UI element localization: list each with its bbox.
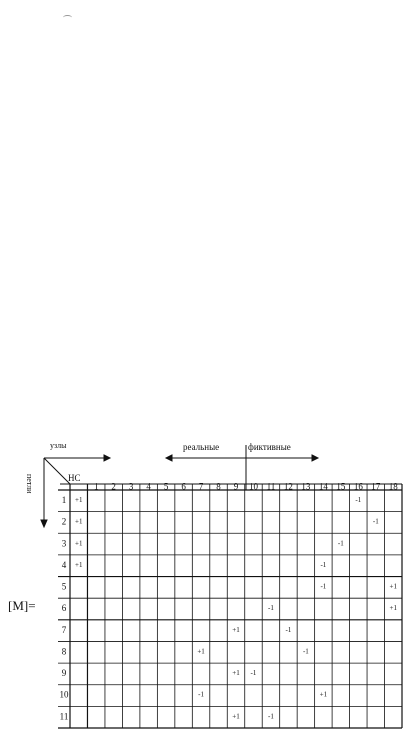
matrix-cell-value: +1: [75, 539, 83, 548]
matrix-cells: [60, 482, 399, 722]
matrix-cell-value: -1: [372, 517, 379, 526]
row-label: 10: [59, 689, 69, 700]
column-header: 16: [353, 481, 363, 492]
row-label: 2: [61, 516, 67, 527]
matrix-cell-value: -1: [355, 495, 362, 504]
matrix-cell-value: -1: [285, 625, 292, 634]
row-label: 7: [61, 624, 67, 635]
row-label: 8: [61, 646, 67, 657]
matrix-cell-value: -1: [198, 690, 204, 699]
column-header: 4: [146, 481, 151, 492]
matrix-cell-value: -1: [268, 604, 274, 613]
real-label: реальные: [183, 442, 220, 452]
column-header: 15: [336, 481, 346, 492]
matrix-cell-value: +1: [319, 690, 328, 699]
column-header: 17: [371, 481, 381, 492]
row-label: 5: [61, 581, 67, 592]
matrix-cell-value: +1: [389, 604, 397, 613]
column-header: 3: [128, 481, 134, 492]
matrix-cell-value: +1: [75, 495, 83, 504]
fictive-label: фиктивные: [248, 442, 291, 452]
matrix-cell-value: -1: [320, 560, 327, 569]
axis-arrows: [41, 442, 318, 527]
corner-diagonal: [44, 458, 70, 484]
matrix-cell-value: +1: [389, 582, 397, 591]
matrix-cell-value: +1: [232, 712, 240, 721]
row-label: 4: [61, 559, 67, 570]
loops-label: петли: [25, 474, 34, 494]
column-header: 14: [318, 481, 328, 492]
matrix-label: [M]=: [8, 598, 36, 613]
matrix-grid: [58, 481, 402, 728]
column-header: 2: [111, 481, 116, 492]
column-header: 5: [163, 481, 169, 492]
column-header: 9: [233, 481, 239, 492]
column-header: 13: [301, 481, 311, 492]
column-header: 10: [248, 481, 258, 492]
row-label: 1: [61, 494, 67, 505]
matrix-cell-value: +1: [75, 517, 83, 526]
matrix-cell-value: +1: [232, 669, 240, 678]
matrix-cell-value: -1: [302, 647, 309, 656]
column-header: 12: [283, 481, 293, 492]
row-label: 6: [61, 603, 67, 614]
nodes-label: узлы: [50, 441, 67, 450]
matrix-cell-value: -1: [250, 669, 257, 678]
column-header: 8: [216, 481, 221, 492]
corner-label: НС: [68, 473, 81, 483]
column-header: 11: [266, 481, 276, 492]
row-label: 3: [61, 538, 67, 549]
column-header: 1: [93, 481, 99, 492]
matrix-cell-value: -1: [268, 712, 274, 721]
matrix-cell-value: +1: [197, 647, 205, 656]
matrix-cell-value: -1: [320, 582, 327, 591]
column-header: 6: [181, 481, 186, 492]
matrix-cell-value: +1: [232, 625, 240, 634]
matrix-cell-value: +1: [75, 560, 83, 569]
row-label: 11: [59, 711, 69, 722]
row-label: 9: [61, 668, 67, 679]
matrix-cell-value: -1: [337, 539, 344, 548]
column-header: 18: [388, 481, 398, 492]
column-header: 7: [198, 481, 204, 492]
